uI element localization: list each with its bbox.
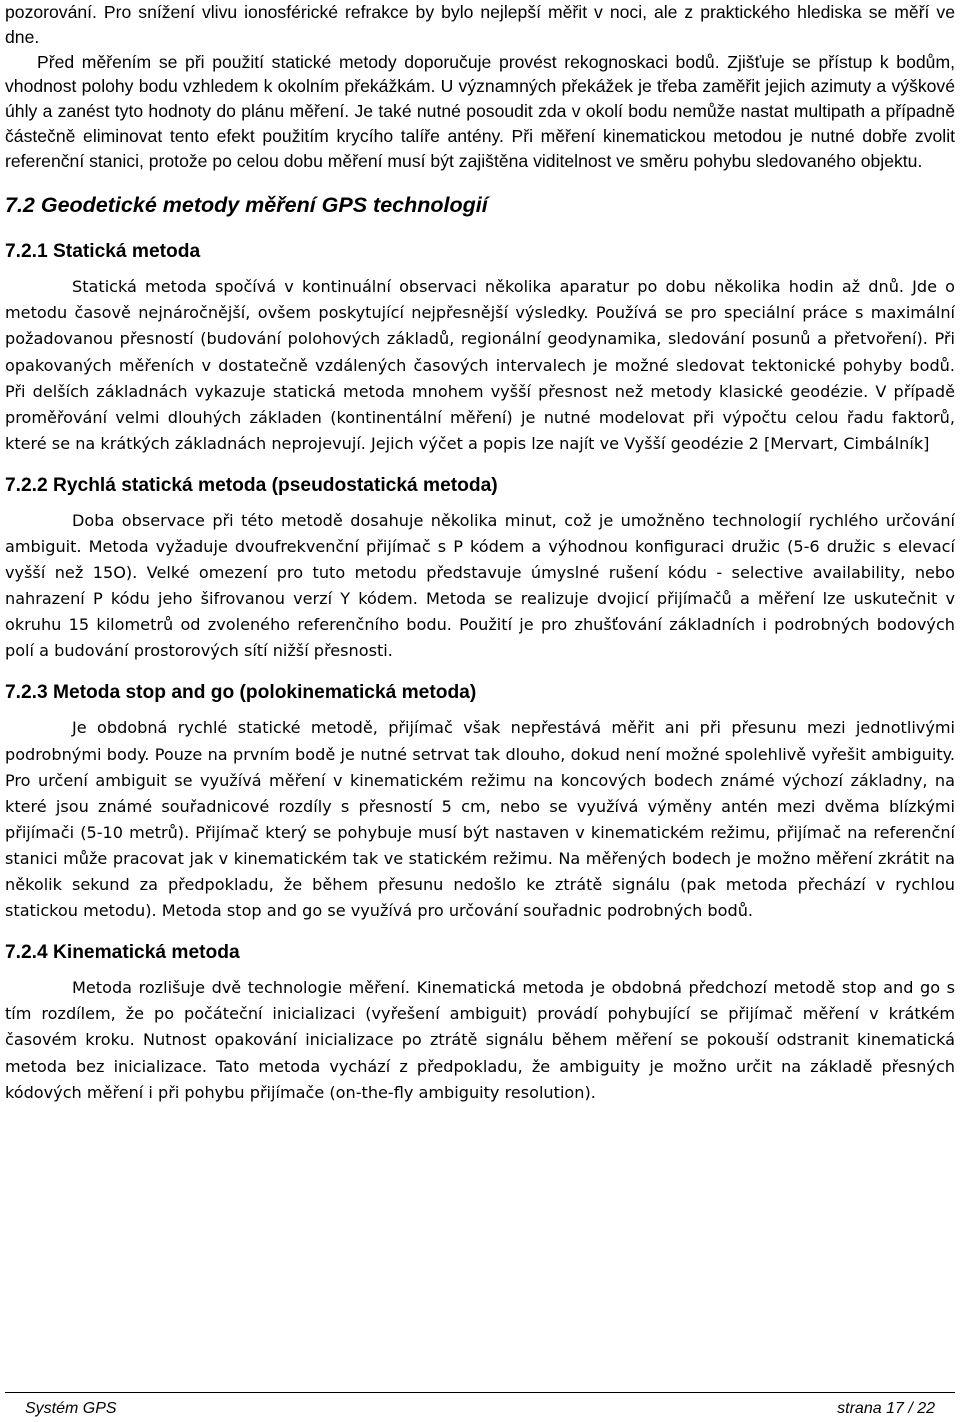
section-paragraph: Metoda rozlišuje dvě technologie měření. Kinematická metoda je obdobná předchozí metodě stop and go s tím rozdílem, že po počáteční inicializaci (vyřešení ambiguit) provádí pohybující se přijímač měření v krátkém časovém kroku. Nutnost opakování inicializace po ztrátě signálu během měření se pokouší odstranit kinematická metoda bez inicializace. Tato metoda vychází z předpokladu, že ambiguity je možno určit na základě přesných kódových měření i při pohybu přijímače (on-the-fly ambiguity resolution).	[5, 978, 955, 1102]
page-footer	[5, 1392, 955, 1419]
section-rapid-static-method	[5, 473, 955, 665]
section-heading: 7.2.4 Kinematická metoda	[5, 942, 240, 964]
section-static-method	[5, 239, 955, 457]
section-kinematic-method	[5, 940, 955, 1105]
section-paragraph: Statická metoda spočívá v kontinuální observaci několika aparatur po dobu několika hodin až dnů. Jde o metodu časově nejnáročnější, ovšem poskytující nejpřesnější výsledky. Používá se pro speciální práce s maximální požadovanou přesností (budování polohových základů, regionální geodynamika, sledování posunů a přetvoření). Při opakovaných měřeních v dostatečně vzdálených časových intervalech je možné sledovat tektonické pohyby bodů. Při delších základnách vykazuje statická metoda mnohem vyšší přesnost než metody klasické geodézie. V případě proměřování velmi dlouhých základen (kontinentální měření) je nutné modelovat při výpočtu celou řadu faktorů, které se na krátkých základnách neprojevují. Jejich výčet a popis lze najít ve Vyšší geodézie 2 [Mervart, Cimbálník]	[5, 277, 955, 453]
intro-paragraph-2: Před měřením se při použití statické metody doporučuje provést rekognoskaci bodů. Zjišťuje se přístup k bodům, vhodnost polohy bodu vzhledem k okolním překážkám. U významných překážek je třeba zaměřit jejich azimuty a výškové úhly a zanést tyto hodnoty do plánu měření. Je také nutné posoudit zda v okolí bodu nemůže nastat multipath a případně částečně eliminovat tento efekt použitím krycího talíře antény. Při měření kinematickou metodou je nutné dobře zvolit referenční stanici, protože po celou dobu měření musí být zajištěna viditelnost ve směru pohybu sledovaného objektu.	[5, 51, 955, 171]
section-heading: 7.2.1 Statická metoda	[5, 241, 201, 263]
page-content	[5, 0, 955, 1106]
section-heading: 7.2.2 Rychlá statická metoda (pseudostatická metoda)	[5, 474, 498, 496]
section-paragraph: Je obdobná rychlé statické metodě, přijímač však nepřestává měřit ani při přesunu mezi jednotlivými podrobnými body. Pouze na prvním bodě je nutné setrvat tak dlouho, dokud není možné spolehlivě vyřešit ambiguity. Pro určení ambiguit se využívá měření v kinematickém režimu na koncových bodech známé výchozí základny, na které jsou známé souřadnicové rozdíly s přesností 5 cm, nebo se využívá výměny antén mezi dvěma blízkými přijímači (5-10 metrů). Přijímač který se pohybuje musí být nastaven v kinematickém režimu, přijímač na referenční stanici může pracovat jak v kinematickém tak ve statickém režimu. Na měřených bodech je možno měření zkrátit na několik sekund za předpokladu, že během přesunu nedošlo ke ztrátě signálu (pak metoda přechází v rychlou statickou metodu). Metoda stop and go se využívá pro určování souřadnic podrobných bodů.	[5, 718, 955, 921]
section-paragraph: Doba observace při této metodě dosahuje několika minut, což je umožněno technologií rychlého určování ambiguit. Metoda vyžaduje dvoufrekvenční přijímač s P kódem a výhodnou konfiguraci družic (5-6 družic s elevací vyšší než 15O). Velké omezení pro tuto metodu představuje úmyslné rušení kódu - selective availability, nebo nahrazení P kódu jeho šifrovanou verzí Y kódem. Metoda se realizuje dvojicí přijímačů a měření lze uskutečnit v okruhu 15 kilometrů od zvoleného referenčního bodu. Použití je pro zhušťování základních i podrobných bodových polí a budování prostorových sítí nižší přesnosti.	[5, 510, 955, 661]
footer-document-title: Systém GPS	[25, 1400, 117, 1417]
footer-page-number: strana 17 / 22	[837, 1400, 935, 1417]
intro-paragraph-1: pozorování. Pro snížení vlivu ionosférické refrakce by bylo nejlepší měřit v noci, ale z praktického hlediska se měří ve dne.	[5, 2, 955, 47]
chapter-heading: 7.2 Geodetické metody měření GPS technologií	[5, 193, 488, 218]
intro-block	[5, 0, 955, 173]
section-stop-and-go-method	[5, 680, 955, 924]
section-heading: 7.2.3 Metoda stop and go (polokinematická metoda)	[5, 682, 477, 704]
